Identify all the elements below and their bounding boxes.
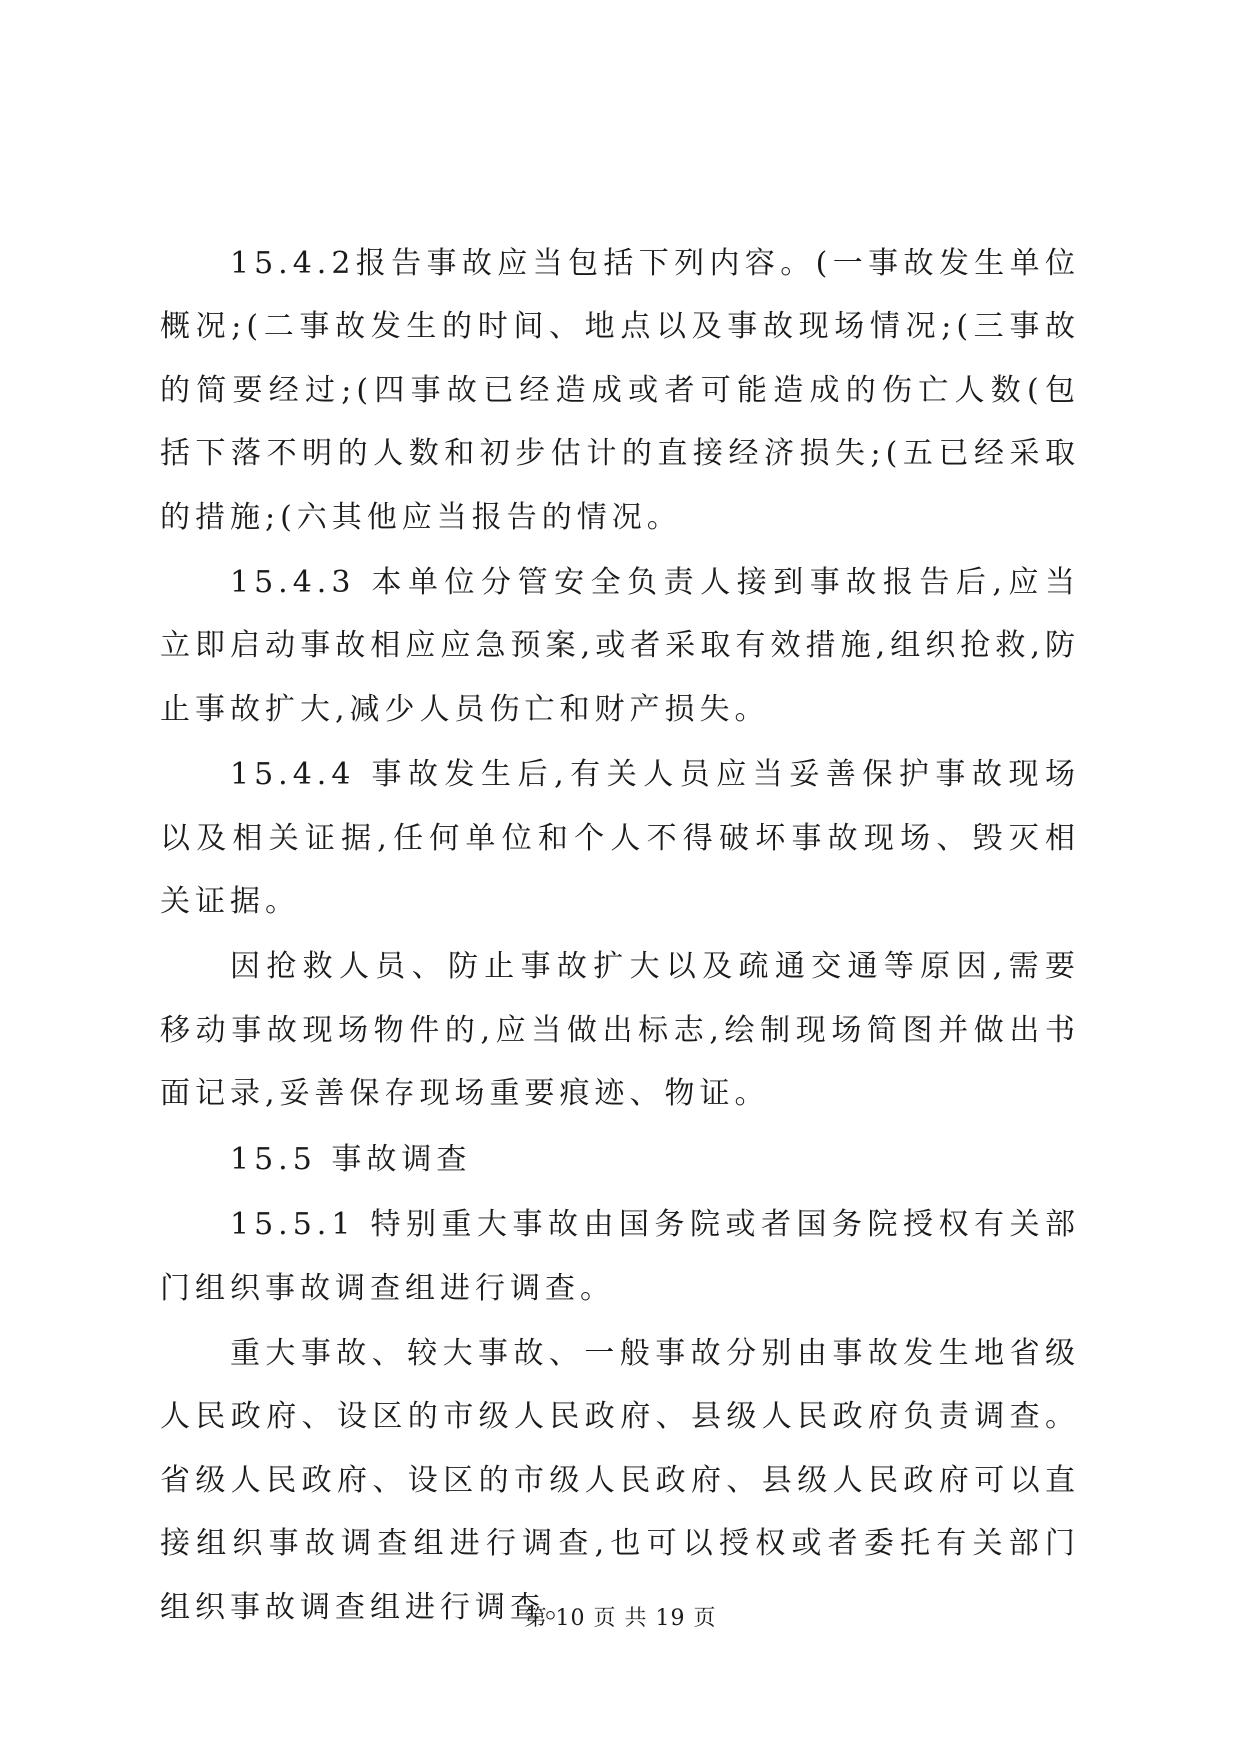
paragraph-15-4-3: 15.4.3 本单位分管安全负责人接到事故报告后,应当立即启动事故相应应急预案,或者采取有效措施,组织抢救,防止事故扩大,减少人员伤亡和财产损失。 <box>160 565 1080 727</box>
paragraph-15-4-4: 15.4.4 事故发生后,有关人员应当妥善保护事故现场以及相关证据,任何单位和个人不得破坏事故现场、毁灭相关证据。 <box>160 757 1080 920</box>
paragraph-scene-preservation: 因抢救人员、防止事故扩大以及疏通交通等原因,需要移动事故现场物件的,应当做出标志,绘制现场简图并做出书面记录,妥善保存现场重要痕迹、物证。 <box>160 949 1080 1112</box>
paragraph-15-5-1: 15.5.1 特别重大事故由国务院或者国务院授权有关部门组织事故调查组进行调查。 <box>160 1207 1080 1306</box>
section-heading-15-5: 15.5 事故调查 <box>230 1141 472 1177</box>
page-footer: 第 10 页 共 19 页 <box>524 1606 717 1631</box>
document-body <box>160 232 1080 1641</box>
paragraph-investigation-authority: 重大事故、较大事故、一般事故分别由事故发生地省级人民政府、设区的市级人民政府、县级人民政府负责调查。省级人民政府、设区的市级人民政府、县级人民政府可以直接组织事故调查组进行调查,也可以授权或者委托有关部门组织事故调查组进行调查。 <box>160 1335 1080 1625</box>
paragraph-15-4-2: 15.4.2报告事故应当包括下列内容。(一事故发生单位概况;(二事故发生的时间、地点以及事故现场情况;(三事故的简要经过;(四事故已经造成或者可能造成的伤亡人数(包括下落不明的人数和初步估计的直接经济损失;(五已经采取的措施;(六其他应当报告的情况。 <box>160 246 1080 535</box>
